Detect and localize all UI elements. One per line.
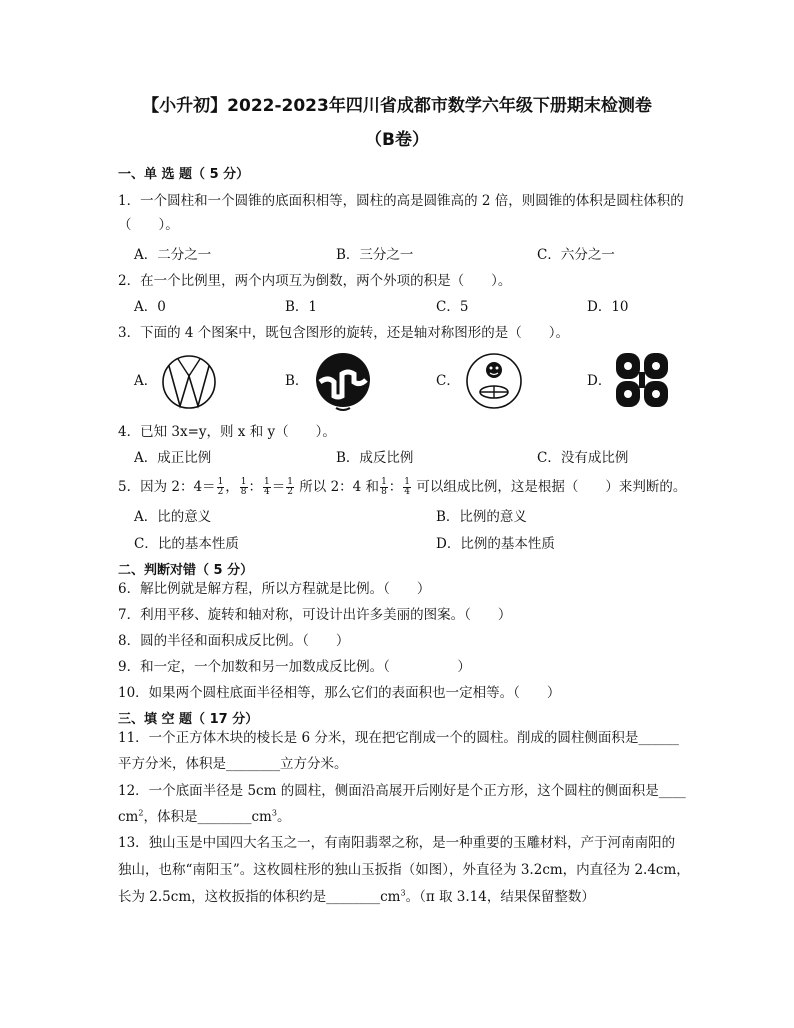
q3-option-a: A． bbox=[134, 373, 158, 389]
q5-text-part: ， bbox=[225, 479, 239, 495]
question-13-text-cont2 bbox=[118, 888, 595, 906]
q2-option-b: B．1 bbox=[285, 299, 318, 315]
q5-option-c: C．比的基本性质 bbox=[134, 536, 239, 552]
question-10-text: 10．如果两个圆柱底面半径相等，那么它们的表面积也一定相等。（ ） bbox=[118, 685, 561, 701]
q5-text-part: ： bbox=[388, 479, 403, 495]
q5-text-part: ： bbox=[248, 479, 263, 495]
question-2-text: 2．在一个比例里，两个内项互为倒数，两个外项的积是（ ）。 bbox=[118, 273, 512, 289]
q2-option-a: A．0 bbox=[134, 299, 166, 315]
q5-option-d: D．比例的基本性质 bbox=[436, 536, 555, 552]
fraction: $\frac{1}{2}$ bbox=[217, 477, 224, 497]
section-heading-true-false: 二、判断对错（ 5 分） bbox=[118, 563, 254, 578]
question-12-text-cont bbox=[118, 808, 290, 826]
page-title: 【小升初】2022-2023年四川省成都市数学六年级下册期末检测卷 bbox=[142, 96, 652, 116]
question-4-text: 4．已知 3x=y，则 x 和 y（ ）。 bbox=[118, 424, 336, 440]
q12-unit: cm bbox=[118, 809, 139, 825]
q5-option-b: B．比例的意义 bbox=[436, 509, 527, 525]
question-11-text: 11．一个正方体木块的棱长是 6 分米，现在把它削成一个的圆柱。削成的圆柱侧面积是______ bbox=[118, 730, 679, 746]
q5-text-part: ＝ bbox=[271, 479, 286, 495]
q12-superscript: 3 bbox=[271, 808, 277, 818]
question-3-text: 3．下面的 4 个图案中，既包含图形的旋转，还是轴对称图形的是（ ）。 bbox=[118, 325, 570, 341]
q3-figure-c-face-circle bbox=[465, 352, 523, 410]
q4-option-b: B．成反比例 bbox=[336, 450, 414, 466]
q5-text-part: 5．因为 2：4＝ bbox=[118, 479, 216, 495]
page-subtitle: （B卷） bbox=[365, 130, 429, 150]
question-11-text-cont: 平方分米，体积是________立方分米。 bbox=[118, 756, 348, 772]
question-1-blank: （ ）。 bbox=[118, 217, 179, 233]
q5-text-part: 所以 2：4 和 bbox=[295, 479, 380, 495]
question-12-text: 12．一个底面半径是 5cm 的圆柱，侧面沿高展开后刚好是个正方形，这个圆柱的侧面积是____ bbox=[118, 783, 686, 799]
q3-figure-b-black-swirl bbox=[314, 352, 372, 412]
q3-option-b: B． bbox=[285, 373, 309, 389]
q5-option-a: A．比的意义 bbox=[134, 509, 212, 525]
q13-text-part: 长为 2.5cm，这枚扳指的体积约是________cm bbox=[118, 889, 401, 905]
fraction: $\frac{1}{4}$ bbox=[264, 477, 270, 497]
q4-option-a: A．成正比例 bbox=[134, 450, 212, 466]
q12-superscript: 2 bbox=[138, 808, 144, 818]
fraction: $\frac{1}{8}$ bbox=[381, 477, 387, 497]
q3-option-c: C． bbox=[436, 373, 460, 389]
fraction: $\frac{1}{8}$ bbox=[240, 477, 247, 497]
section-heading-fill-blank: 三、填 空 题（ 17 分） bbox=[118, 712, 259, 727]
question-13-text-cont: 独山，也称“南阳玉”。这枚圆柱形的独山玉扳指（如图），外直径为 3.2cm，内直径为 2.4cm， bbox=[118, 862, 690, 878]
fraction: $\frac{1}{2}$ bbox=[287, 477, 293, 497]
question-1-text: 1．一个圆柱和一个圆锥的底面积相等，圆柱的高是圆锥高的 2 倍，则圆锥的体积是圆柱体积的 bbox=[118, 193, 684, 209]
q13-superscript: 3 bbox=[400, 888, 406, 898]
question-5-text bbox=[118, 478, 686, 497]
q4-option-c: C．没有成比例 bbox=[537, 450, 629, 466]
q1-option-a: A．二分之一 bbox=[134, 247, 212, 263]
q12-text-part: 。 bbox=[276, 809, 291, 825]
q5-text-part: 可以组成比例，这是根据（ ）来判断的。 bbox=[412, 479, 687, 495]
q13-text-part: 。（π 取 3.14，结果保留整数） bbox=[405, 889, 595, 905]
q1-option-c: C．六分之一 bbox=[537, 247, 615, 263]
question-9-text: 9．和一定，一个加数和另一加数成反比例。（ ） bbox=[118, 659, 471, 675]
q3-figure-d-four-petal bbox=[613, 350, 671, 410]
q12-text-part: ，体积是________cm bbox=[143, 809, 272, 825]
question-7-text: 7．利用平移、旋转和轴对称，可设计出许多美丽的图案。（ ） bbox=[118, 607, 512, 623]
q3-figure-a-circle-w bbox=[161, 354, 217, 410]
question-13-text: 13．独山玉是中国四大名玉之一，有南阳翡翠之称，是一种重要的玉雕材料，产于河南南阳的 bbox=[118, 835, 676, 851]
q3-option-d: D． bbox=[587, 373, 612, 389]
q2-option-c: C．5 bbox=[436, 299, 469, 315]
fraction: $\frac{1}{4}$ bbox=[404, 477, 411, 497]
question-8-text: 8．圆的半径和面积成反比例。（ ） bbox=[118, 633, 350, 649]
q2-option-d: D．10 bbox=[587, 299, 629, 315]
question-6-text: 6．解比例就是解方程，所以方程就是比例。（ ） bbox=[118, 581, 431, 597]
q1-option-b: B．三分之一 bbox=[336, 247, 414, 263]
section-heading-single-choice: 一、单 选 题（ 5 分） bbox=[118, 167, 250, 182]
